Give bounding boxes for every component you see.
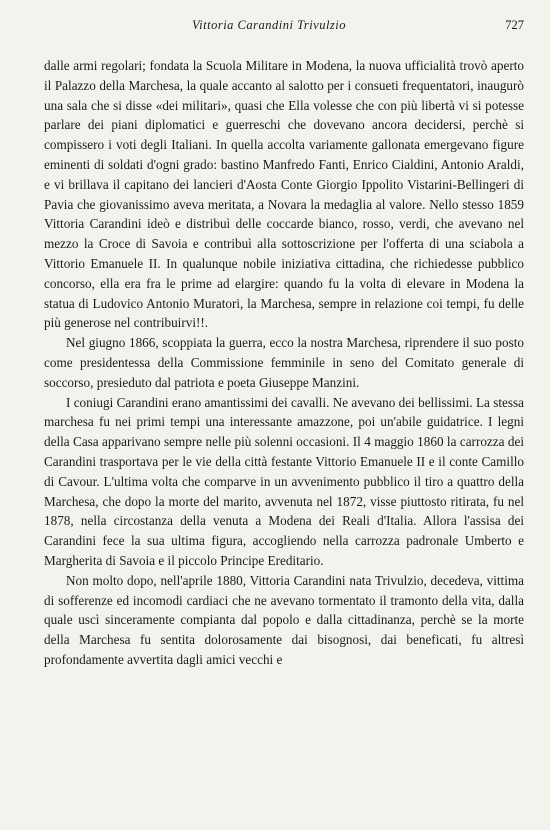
paragraph-2: Nel giugno 1866, scoppiata la guerra, ecco la nostra Marchesa, riprendere il suo posto come presidentessa della Commissione femminile in seno del Comitato generale di soccorso, presieduto dal patriota e poeta Giuseppe Manzini.: [44, 335, 524, 390]
page-number: 727: [505, 18, 524, 32]
paragraph-1: dalle armi regolari; fondata la Scuola Militare in Modena, la nuova ufficialità trovò aperto il Palazzo della Marchesa, la quale accanto al salotto per i consueti frequentatori, inaugurò una sala che si disse «dei militari», quasi che Ella volesse che con più libertà vi si potesse parlare dei piani diplomatici e guerreschi che dovevano ancora decidersi, perchè si compissero i voti degli Italiani. In quella accolta variamente gallonata emergevano figure eminenti di soldati d'ogni grado: bastino Manfredo Fanti, Enrico Cialdini, Antonio Araldi, e vi brillava il capitano dei lancieri d'Aosta Conte Giorgio Ippolito Vistarini-Bellingeri di Pavia che giovanissimo aveva meritata, a Novara la medaglia al valore. Nello stesso 1859 Vittoria Carandini ideò e distribuì delle coccarde bianco, rosso, verdi, che avevano nel mezzo la Croce di Savoia e contribuì alla sottoscrizione per l'offerta di una sciabola a Vittorio Emanuele II. In qualunque nobile iniziativa cittadina, che richiedesse pubblico concorso, ella era fra le prime ad elargire: quando fu la volta di elevare in Modena la statua di Ludovico Antonio Muratori, la Marchesa, sempre in relazione coi tempi, fu delle più generose nel contribuirvi!!.: [44, 58, 524, 331]
page-header: [44, 14, 524, 36]
running-head: Vittoria Carandini Trivulzio: [191, 18, 347, 32]
paragraph-4: Non molto dopo, nell'aprile 1880, Vittoria Carandini nata Trivulzio, decedeva, vittima di sofferenze ed incomodi cardiaci che ne avevano tormentato il tramonto della vita, dalla quale uscì sinceramente compianta dal popolo e dalla cittadinanza, perchè se la morte della Marchesa fu sentita dolorosamente dai bisognosi, dai beneficati, fu altresì profondamente avvertita dagli amici vecchi e: [44, 572, 524, 667]
paragraph-3: I coniugi Carandini erano amantissimi dei cavalli. Ne avevano dei bellissimi. La stessa marchesa fu nei primi tempi una interessante amazzone, poi un'abile guidatrice. I legni della Casa apparivano sempre nelle più solenni occasioni. Il 4 maggio 1860 la carrozza dei Carandini trasportava per le vie della città festante Vittorio Emanuele II e il conte Camillo di Cavour. L'ultima volta che comparve in un avvenimento pubblico il tiro a quattro della Marchesa, che dopo la morte del marito, avvenuta nel 1872, visse piuttosto ritirata, fu nel 1878, nella circostanza della venuta a Modena dei Reali d'Italia. Allora l'assisa dei Carandini fece la sua ultima figura, accogliendo nella carrozza padronale Umberto e Margherita di Savoia e il piccolo Principe Ereditario.: [44, 394, 524, 568]
body-text: [44, 56, 524, 670]
